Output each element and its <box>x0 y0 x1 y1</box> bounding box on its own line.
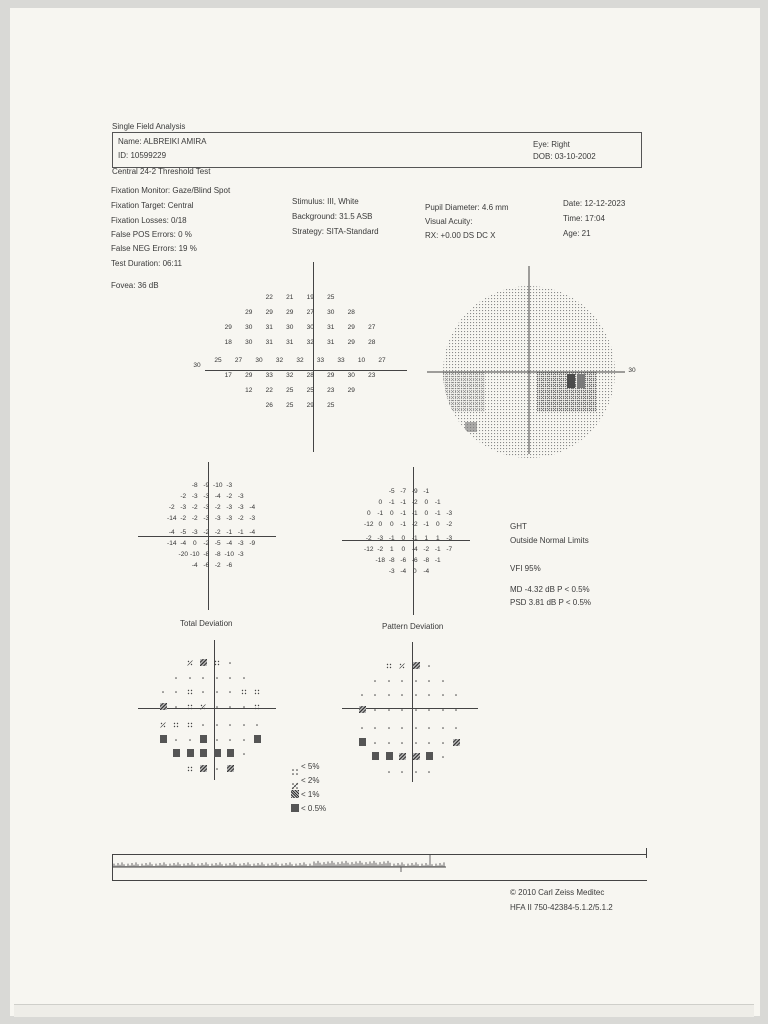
field-value: 12 <box>245 387 253 394</box>
field-value: 30 <box>255 357 263 364</box>
field-value: 29 <box>306 402 314 409</box>
probability-symbol <box>386 700 392 718</box>
field-value: -3 <box>226 482 233 489</box>
probability-symbol <box>173 744 180 762</box>
patient-dob: DOB: 03-10-2002 <box>533 152 596 161</box>
field-value: -1 <box>237 529 244 536</box>
field-value: -2 <box>191 504 198 511</box>
field-value: -7 <box>446 546 453 553</box>
field-value: 0 <box>401 535 406 542</box>
gaze-right-tick <box>646 848 647 858</box>
field-value: 29 <box>347 339 355 346</box>
field-value: 28 <box>306 372 314 379</box>
field-value: 19 <box>306 294 314 301</box>
fixation-target: Fixation Target: Central <box>111 201 194 210</box>
field-value: -1 <box>434 546 441 553</box>
test-name: Central 24-2 Threshold Test <box>112 167 211 176</box>
field-value: 30 <box>245 324 253 331</box>
legend-symbol-5 <box>291 763 299 771</box>
field-value: 0 <box>378 499 383 506</box>
axis-label-left: 30 <box>193 362 201 369</box>
field-value: 28 <box>347 309 355 316</box>
field-value: -2 <box>214 504 221 511</box>
probability-symbol <box>372 700 378 718</box>
field-value: 29 <box>327 372 335 379</box>
probability-symbol <box>187 759 193 777</box>
probability-symbol <box>241 697 247 715</box>
field-value: -1 <box>388 535 395 542</box>
probability-symbol <box>359 700 366 718</box>
field-value: -9 <box>249 540 256 547</box>
probability-symbol <box>241 744 247 762</box>
field-value: 1 <box>435 535 440 542</box>
field-value: 22 <box>265 387 273 394</box>
probability-symbol <box>227 697 233 715</box>
field-value: -14 <box>167 540 177 547</box>
field-value: -4 <box>400 568 407 575</box>
field-value: 0 <box>424 510 429 517</box>
field-value: -4 <box>191 562 198 569</box>
pupil-diameter: Pupil Diameter: 4.6 mm <box>425 203 509 212</box>
field-value: -4 <box>249 529 256 536</box>
total-deviation-label: Total Deviation <box>180 619 233 628</box>
field-value: -1 <box>400 510 407 517</box>
field-value: -1 <box>434 557 441 564</box>
field-value: 32 <box>306 339 314 346</box>
probability-symbol <box>214 759 220 777</box>
field-value: -5 <box>180 529 187 536</box>
rx: RX: +0.00 DS DC X <box>425 231 496 240</box>
probability-symbol <box>440 747 446 765</box>
field-value: -10 <box>190 551 200 558</box>
field-value: 26 <box>265 402 273 409</box>
field-value: 25 <box>306 387 314 394</box>
field-value: -14 <box>167 515 177 522</box>
field-value: 29 <box>245 309 253 316</box>
field-value: 30 <box>327 309 335 316</box>
legend-symbol-1 <box>291 790 299 798</box>
field-value: -3 <box>446 535 453 542</box>
grayscale-dense-left <box>435 372 485 412</box>
field-value: 27 <box>234 357 243 364</box>
field-value: 31 <box>265 339 273 346</box>
field-value: -1 <box>226 529 233 536</box>
field-value: -1 <box>434 510 441 517</box>
field-value: 33 <box>337 357 345 364</box>
field-value: -20 <box>178 551 188 558</box>
field-value: 29 <box>286 309 294 316</box>
field-value: -4 <box>411 546 418 553</box>
probability-symbol <box>254 697 260 715</box>
field-value: 25 <box>286 402 294 409</box>
patient-eye: Eye: Right <box>533 140 570 149</box>
field-value: 1 <box>389 546 394 553</box>
field-value: -3 <box>226 504 233 511</box>
field-value: -6 <box>411 557 418 564</box>
probability-symbol <box>160 697 167 715</box>
field-value: -3 <box>214 515 221 522</box>
probability-symbol <box>160 730 167 748</box>
field-value: -10 <box>213 482 223 489</box>
field-value: -3 <box>203 504 210 511</box>
field-value: -3 <box>203 515 210 522</box>
field-value: -3 <box>203 493 210 500</box>
field-value: -6 <box>400 557 407 564</box>
field-value: -3 <box>237 493 244 500</box>
field-value: 1 <box>424 535 429 542</box>
field-value: 31 <box>286 339 294 346</box>
field-value: 25 <box>286 387 294 394</box>
field-value: 22 <box>265 294 273 301</box>
field-value: 29 <box>265 309 273 316</box>
field-value: -3 <box>377 535 384 542</box>
grayscale-field <box>425 262 640 458</box>
field-value: -2 <box>191 515 198 522</box>
field-value: 30 <box>286 324 294 331</box>
probability-symbol <box>426 700 432 718</box>
field-value: -3 <box>237 551 244 558</box>
field-value: -1 <box>423 521 430 528</box>
field-value: 32 <box>286 372 294 379</box>
field-value: 27 <box>368 324 376 331</box>
legend-label-5: < 5% <box>301 762 320 771</box>
field-value: 30 <box>306 324 314 331</box>
field-value: -2 <box>411 499 418 506</box>
field-value: -1 <box>400 521 407 528</box>
field-value: 32 <box>275 357 284 364</box>
field-value: -4 <box>249 504 256 511</box>
field-value: 28 <box>368 339 376 346</box>
field-value: -1 <box>423 488 430 495</box>
field-value: 0 <box>366 510 371 517</box>
probability-symbol <box>173 697 179 715</box>
field-value: -2 <box>446 521 453 528</box>
field-value: -3 <box>191 529 198 536</box>
patient-name: Name: ALBREIKI AMIRA <box>118 137 207 146</box>
field-value: -3 <box>191 493 198 500</box>
report-title: Single Field Analysis <box>112 122 186 131</box>
field-value: 27 <box>378 357 386 364</box>
visual-acuity: Visual Acuity: <box>425 217 473 226</box>
probability-symbol <box>187 697 193 715</box>
field-value: 25 <box>214 357 222 364</box>
field-value: -1 <box>411 510 418 517</box>
field-value: -2 <box>365 535 372 542</box>
field-value: 29 <box>245 372 253 379</box>
probability-symbol <box>227 759 234 777</box>
field-value: 10 <box>357 357 366 364</box>
field-value: 23 <box>368 372 376 379</box>
copyright: © 2010 Carl Zeiss Meditec <box>510 888 605 897</box>
field-value: 0 <box>378 521 383 528</box>
device-model: HFA II 750-42384-5.1.2/5.1.2 <box>510 903 613 912</box>
field-value: -8 <box>214 551 221 558</box>
probability-symbol <box>200 697 206 715</box>
field-value: 32 <box>296 357 304 364</box>
field-value: 29 <box>224 324 232 331</box>
probability-symbol <box>440 700 446 718</box>
probability-symbol <box>399 700 405 718</box>
field-value: 29 <box>347 324 355 331</box>
probability-symbol <box>372 747 379 765</box>
background: Background: 31.5 ASB <box>292 212 373 221</box>
field-value: -8 <box>191 482 198 489</box>
field-value: -2 <box>411 521 418 528</box>
field-value: -4 <box>214 493 221 500</box>
probability-symbol <box>413 700 419 718</box>
field-value: -2 <box>377 546 384 553</box>
field-value: -8 <box>388 557 395 564</box>
field-value: 25 <box>327 402 335 409</box>
field-value: -7 <box>400 488 407 495</box>
field-value: 18 <box>224 339 232 346</box>
field-value: -2 <box>226 493 233 500</box>
axis-label-right: 30 <box>628 367 636 374</box>
field-value: 0 <box>389 510 394 517</box>
false-pos-errors: False POS Errors: 0 % <box>111 230 192 239</box>
field-value: -2 <box>180 493 187 500</box>
field-value: -4 <box>423 568 430 575</box>
field-value: 30 <box>245 339 253 346</box>
legend-label-2: < 2% <box>301 776 320 785</box>
fovea: Fovea: 36 dB <box>111 281 159 290</box>
stimulus: Stimulus: III, White <box>292 197 359 206</box>
probability-symbol <box>399 762 405 780</box>
field-value: -3 <box>180 504 187 511</box>
field-value: -1 <box>411 535 418 542</box>
field-value: -6 <box>226 562 233 569</box>
field-value: -2 <box>168 504 175 511</box>
field-value: 0 <box>401 546 406 553</box>
field-value: -2 <box>214 529 221 536</box>
td-axis-horizontal <box>138 536 276 537</box>
fixation-losses: Fixation Losses: 0/18 <box>111 216 187 225</box>
legend-label-1: < 1% <box>301 790 320 799</box>
legend-symbol-2 <box>291 777 299 785</box>
field-value: -18 <box>375 557 385 564</box>
field-value: -4 <box>168 529 175 536</box>
field-value: -5 <box>388 488 395 495</box>
ght-label: GHT <box>510 522 527 531</box>
grayscale-pattern <box>425 262 640 458</box>
field-value: -3 <box>237 504 244 511</box>
test-duration: Test Duration: 06:11 <box>111 259 183 268</box>
field-value: 25 <box>327 294 335 301</box>
field-value: -8 <box>423 557 430 564</box>
threshold-axis-horizontal <box>205 370 407 371</box>
gaze-bottom-line <box>112 880 647 881</box>
probability-symbol <box>200 759 207 777</box>
field-value: 31 <box>327 324 335 331</box>
field-value: -1 <box>377 510 384 517</box>
probability-symbol <box>359 733 366 751</box>
field-value: -8 <box>203 551 210 558</box>
field-value: 0 <box>424 499 429 506</box>
field-value: -9 <box>411 488 418 495</box>
gaze-trace <box>112 855 452 879</box>
field-value: 31 <box>327 339 335 346</box>
field-value: 0 <box>435 521 440 528</box>
field-value: -12 <box>364 546 374 553</box>
ght-value: Outside Normal Limits <box>510 536 589 545</box>
field-value: -4 <box>180 540 187 547</box>
field-value: 0 <box>412 568 417 575</box>
field-value: 0 <box>192 540 197 547</box>
psd: PSD 3.81 dB P < 0.5% <box>510 598 592 607</box>
field-value: -1 <box>400 499 407 506</box>
field-value: 27 <box>306 309 314 316</box>
pattern-deviation-label: Pattern Deviation <box>382 622 444 631</box>
field-value: 30 <box>347 372 355 379</box>
gaze-spikes <box>114 855 444 872</box>
field-value: 21 <box>286 294 294 301</box>
field-value: -2 <box>203 540 210 547</box>
field-value: -2 <box>237 515 244 522</box>
probability-symbol <box>453 700 459 718</box>
field-value: 33 <box>316 357 325 364</box>
field-value: -6 <box>203 562 210 569</box>
threshold-axis-vertical <box>313 262 314 452</box>
field-value: -1 <box>434 499 441 506</box>
blind-spot-mark <box>567 374 575 388</box>
field-value: 23 <box>327 387 335 394</box>
probability-symbol <box>254 730 261 748</box>
field-value: -1 <box>388 499 395 506</box>
field-value: -3 <box>388 568 395 575</box>
strategy: Strategy: SITA-Standard <box>292 227 379 236</box>
field-value: -2 <box>180 515 187 522</box>
field-value: -3 <box>446 510 453 517</box>
false-neg-errors: False NEG Errors: 19 % <box>111 244 197 253</box>
patient-id: ID: 10599229 <box>118 151 167 160</box>
fixation-monitor: Fixation Monitor: Gaze/Blind Spot <box>111 186 231 195</box>
vfi: VFI 95% <box>510 564 541 573</box>
field-value: 17 <box>224 372 232 379</box>
field-value: 29 <box>347 387 355 394</box>
field-value: 33 <box>265 372 273 379</box>
field-value: -5 <box>214 540 221 547</box>
field-value: -2 <box>214 562 221 569</box>
legend-symbol-05 <box>291 804 299 812</box>
field-value: -9 <box>203 482 210 489</box>
field-value: -4 <box>226 540 233 547</box>
field-value: -3 <box>237 540 244 547</box>
paper-edge <box>14 1004 754 1017</box>
probability-symbol <box>413 762 419 780</box>
field-value: -10 <box>224 551 234 558</box>
probability-symbol <box>214 697 220 715</box>
grayscale-lower-left <box>465 422 477 432</box>
legend-label-05: < 0.5% <box>301 804 327 813</box>
probability-symbol <box>453 733 460 751</box>
field-value: -12 <box>364 521 374 528</box>
field-value: -2 <box>203 529 210 536</box>
field-value: -3 <box>249 515 256 522</box>
test-date: Date: 12-12-2023 <box>563 199 626 208</box>
field-value: -3 <box>226 515 233 522</box>
blind-spot-mark-2 <box>577 374 585 388</box>
field-value: 0 <box>389 521 394 528</box>
probability-symbol <box>386 762 392 780</box>
field-value: -2 <box>423 546 430 553</box>
field-value: 31 <box>265 324 273 331</box>
patient-age: Age: 21 <box>563 229 591 238</box>
probability-symbol <box>426 762 432 780</box>
test-time: Time: 17:04 <box>563 214 605 223</box>
md: MD -4.32 dB P < 0.5% <box>510 585 590 594</box>
